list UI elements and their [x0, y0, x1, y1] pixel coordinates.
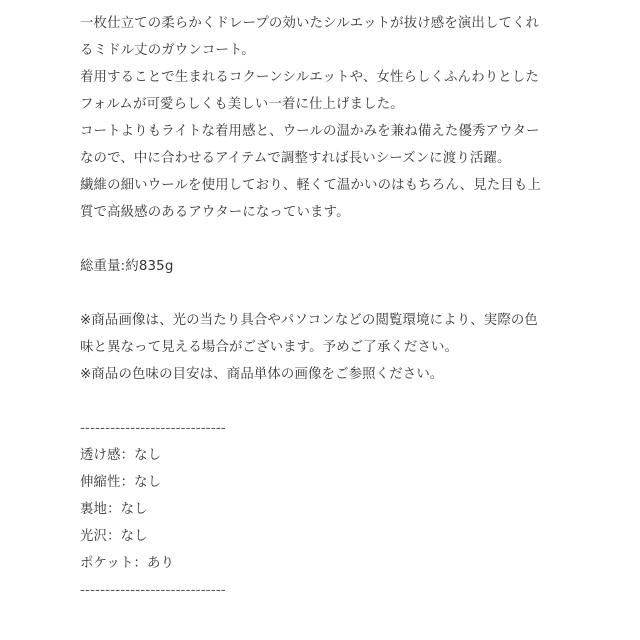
spacer: [80, 226, 580, 253]
divider-bottom: -----------------------------: [80, 583, 226, 598]
divider-top: -----------------------------: [80, 421, 226, 436]
weight-text: 総重量:約835g: [80, 259, 174, 274]
product-description: [80, 0, 580, 604]
note-line: ※商品の色味の目安は、商品単体の画像をご参照ください。: [80, 367, 444, 382]
description-line: フォルムが可愛らしくも美しい一着に仕上げました。: [80, 97, 404, 112]
description-line: 着用することで生まれるコクーンシルエットや、女性らしくふんわりとした: [80, 70, 539, 85]
description-line: コートよりもライトな着用感と、ウールの温かみを兼ね備えた優秀アウター: [80, 124, 540, 139]
description-line: なので、中に合わせるアイテムで調整すれば長いシーズンに渡り活躍。: [80, 151, 511, 166]
description-line: 質で高級感のあるアウターになっています。: [80, 205, 350, 220]
spacer: [80, 280, 580, 307]
spec-lining: 裏地：なし: [80, 502, 148, 517]
spec-gloss: 光沢：なし: [80, 529, 148, 544]
description-line: るミドル丈のガウンコート。: [80, 43, 255, 58]
spacer: [80, 388, 580, 415]
description-line: 繊維の細いウールを使用しており、軽くて温かいのはもちろん、見た目も上: [80, 178, 541, 193]
spec-pocket: ポケット：あり: [80, 556, 175, 571]
note-line: 味と異なって見える場合がございます。予めご了承ください。: [80, 340, 459, 355]
note-line: ※商品画像は、光の当たり具合やパソコンなどの閲覧環境により、実際の色: [80, 313, 538, 328]
spec-transparency: 透け感：なし: [80, 448, 162, 463]
description-line: 一枚仕立ての柔らかくドレープの効いたシルエットが抜け感を演出してくれ: [80, 16, 540, 31]
spec-stretch: 伸縮性：なし: [80, 475, 162, 490]
